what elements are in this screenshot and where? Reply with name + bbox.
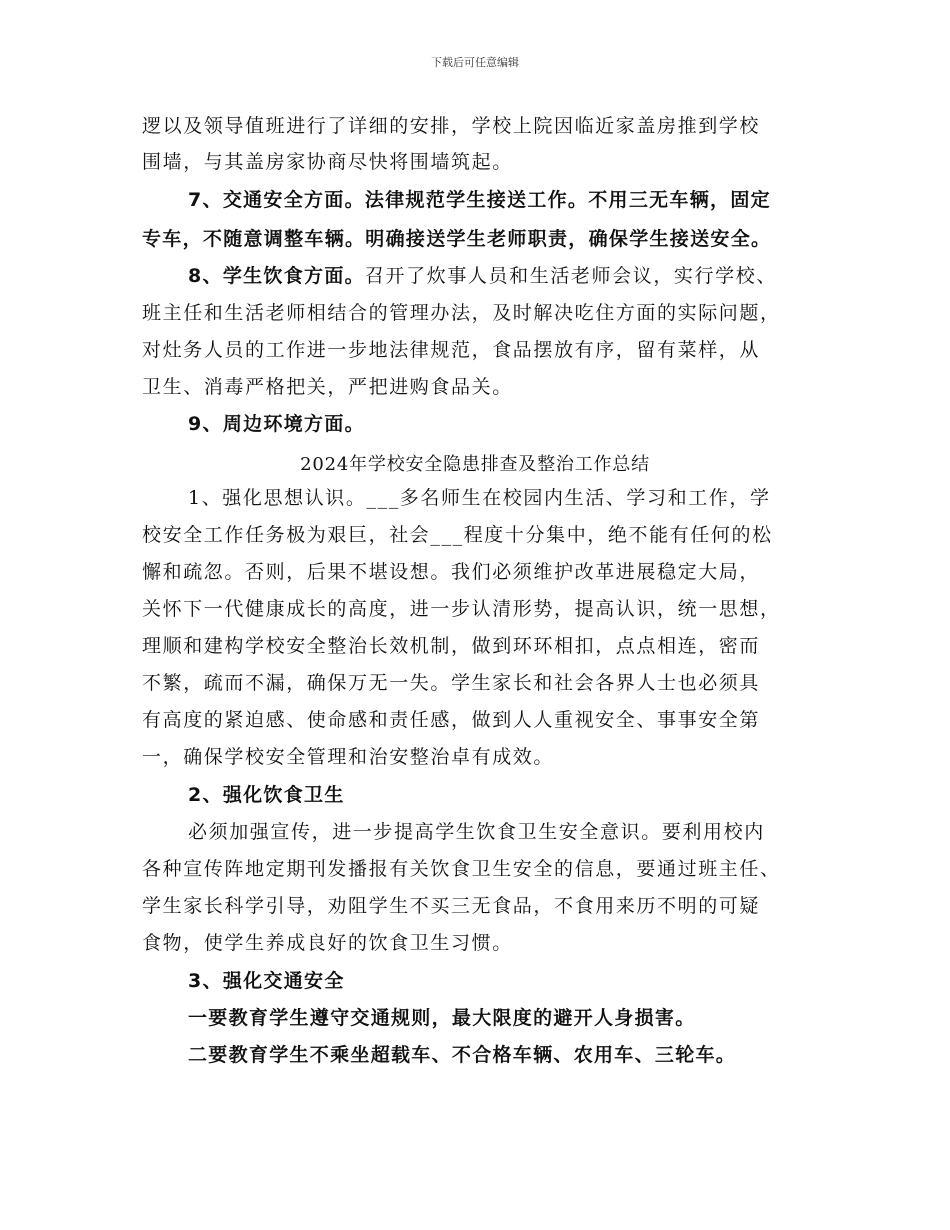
- item-8-line: 对灶务人员的工作进一步地法律规范，食品摆放有序，留有菜样，从: [142, 339, 761, 361]
- heading-2: 2、强化饮食卫生: [188, 784, 345, 806]
- paragraph-line: 围墙，与其盖房家协商尽快将围墙筑起。: [142, 151, 513, 173]
- item-9-heading: 9、周边环境方面。: [188, 413, 365, 435]
- item-8-line: [188, 264, 777, 288]
- item-8-text: 召开了炊事人员和生活老师会议，实行学校、: [364, 265, 777, 287]
- paragraph-2-line: 食物，使学生养成良好的饮食卫生习惯。: [142, 932, 513, 954]
- paragraph-2-line: 必须加强宣传，进一步提高学生饮食卫生安全意识。要利用校内: [188, 821, 765, 843]
- paragraph-1-line: 校安全工作任务极为艰巨，社会___程度十分集中，绝不能有任何的松: [142, 524, 773, 546]
- item-8-line: 班主任和生活老师相结合的管理办法，及时解决吃住方面的实际问题，: [142, 302, 781, 324]
- item-8-line: 卫生、消毒严格把关，严把进购食品关。: [142, 376, 513, 398]
- paragraph-3-line: 二要教育学生不乘坐超载车、不合格车辆、农用车、三轮车。: [188, 1044, 737, 1066]
- paragraph-line: 逻以及领导值班进行了详细的安排，学校上院因临近家盖房推到学校: [142, 115, 761, 137]
- paragraph-2-line: 各种宣传阵地定期刊发播报有关饮食卫生安全的信息，要通过班主任、: [142, 858, 781, 880]
- item-7-line: 专车，不随意调整车辆。明确接送学生老师职责，确保学生接送安全。: [142, 228, 772, 250]
- paragraph-1-line: 理顺和建构学校安全整治长效机制，做到环环相扣，点点相连，密而: [142, 635, 761, 657]
- paragraph-1-line: 一，确保学校安全管理和治安整治卓有成效。: [142, 746, 555, 768]
- paragraph-1-line: 有高度的紧迫感、使命感和责任感，做到人人重视安全、事事安全第: [142, 709, 761, 731]
- paragraph-1-line: 不繁，疏而不漏，确保万无一失。学生家长和社会各界人士也必须具: [142, 672, 761, 694]
- section-title: 2024年学校安全隐患排查及整治工作总结: [300, 454, 650, 475]
- paragraph-1-line: 懈和疏忽。否则，后果不堪设想。我们必须维护改革进展稳定大局，: [142, 561, 761, 583]
- paragraph-1-line: 关怀下一代健康成长的高度，进一步认清形势，提高认识，统一思想，: [142, 598, 781, 620]
- heading-3: 3、强化交通安全: [188, 970, 345, 992]
- item-8-heading: 8、学生饮食方面。: [188, 265, 365, 287]
- paragraph-3-line: 一要教育学生遵守交通规则，最大限度的避开人身损害。: [188, 1007, 696, 1029]
- paragraph-1-line: 1、强化思想认识。___多名师生在校园内生活、学习和工作，学: [188, 487, 771, 509]
- page-header: 下载后可任意编辑: [431, 56, 519, 69]
- item-7-line: 7、交通安全方面。法律规范学生接送工作。不用三无车辆，固定: [188, 189, 771, 211]
- paragraph-2-line: 学生家长科学引导，劝阻学生不买三无食品，不食用来历不明的可疑: [142, 895, 761, 917]
